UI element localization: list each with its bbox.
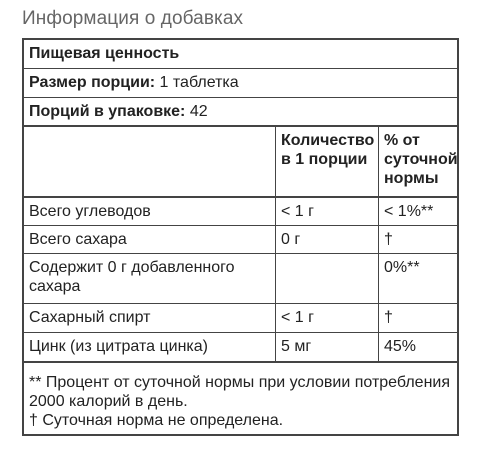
footnote-not-established: † Суточная норма не определена. <box>29 412 284 429</box>
column-header-row <box>24 127 457 198</box>
table-header-row <box>24 40 457 69</box>
servings-per-container-row <box>24 98 457 127</box>
nutrient-amount: 0 г <box>275 226 378 253</box>
servings-per-container <box>24 98 457 125</box>
servings-value: 42 <box>185 103 208 120</box>
page-title: Информация о добавках <box>22 8 244 29</box>
nutrient-daily-value: † <box>378 226 457 253</box>
nutrient-name: Всего сахара <box>29 231 127 248</box>
column-header-amount: Количество в 1 порции <box>275 127 378 196</box>
serving-size-row <box>24 69 457 98</box>
table-row <box>24 304 457 333</box>
servings-label: Порций в упаковке: <box>29 103 186 120</box>
table-row <box>24 254 457 304</box>
nutrient-name: Сахарный спирт <box>29 309 151 326</box>
table-header: Пищевая ценность <box>29 45 180 62</box>
footnote-daily-value: ** Процент от суточной нормы при условии потребления 2000 калорий в день. <box>29 374 451 410</box>
serving-size <box>24 69 457 97</box>
footnotes <box>29 373 452 430</box>
serving-size-label: Размер порции: <box>29 74 156 91</box>
nutrient-amount: < 1 г <box>275 198 378 225</box>
column-header-nutrient <box>24 127 275 196</box>
nutrient-name: Содержит 0 г добавленного сахара <box>29 259 235 295</box>
nutrient-daily-value: 45% <box>378 333 457 361</box>
nutrient-amount: 5 мг <box>275 333 378 361</box>
nutrient-amount <box>275 254 378 303</box>
serving-size-value: 1 таблетка <box>155 74 239 91</box>
nutrient-daily-value: < 1%** <box>378 198 457 225</box>
column-header-daily-value: % от суточной нормы <box>378 127 457 196</box>
nutrient-name: Всего углеводов <box>29 203 151 220</box>
nutrient-amount: < 1 г <box>275 304 378 332</box>
nutrient-name: Цинк (из цитрата цинка) <box>29 338 208 355</box>
table-row <box>24 333 457 363</box>
nutrient-daily-value: 0%** <box>378 254 457 303</box>
nutrient-daily-value: † <box>378 304 457 332</box>
table-row <box>24 198 457 226</box>
table-row <box>24 226 457 254</box>
supplement-facts-table <box>22 38 459 436</box>
